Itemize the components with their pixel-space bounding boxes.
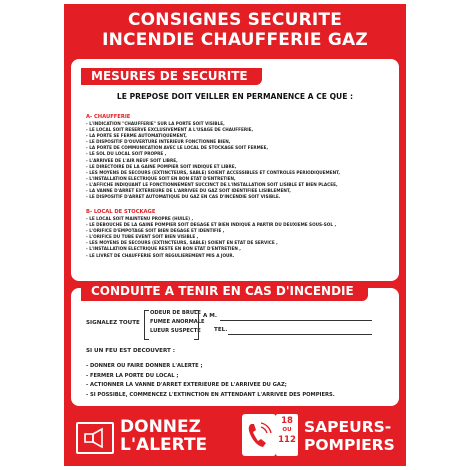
section-a-list xyxy=(86,121,396,200)
section-b-list xyxy=(86,216,396,259)
list-item: - LES MOYENS DE SECOURS (EXTINCTEURS, SABLE) SOIENT ACCESSIBLES ET CONTROLES PERIODIQUEMENT, xyxy=(86,169,340,175)
action-item: - FERMER LA PORTE DU LOCAL ; xyxy=(86,372,179,379)
emergency-number-18: 18 xyxy=(281,416,293,426)
signal-option: FUMEE ANORMALE xyxy=(150,319,205,325)
list-item: - LE DEBOUCHE DE LA GAINE POMPIER SOIT DEGAGE ET BIEN INDIQUE A PARTIR DU DEUXIEME SOUS-SOL , xyxy=(86,222,337,228)
sign-title xyxy=(64,10,406,50)
emergency-number-112: 112 xyxy=(278,435,296,445)
signal-option: LUEUR SUSPECTE xyxy=(150,328,201,334)
list-item: - LE DISPOSITIF D'OUVERTURE INTERIEUR FONCTIONNE BIEN, xyxy=(86,139,231,145)
alarm-siren-icon xyxy=(76,422,114,454)
list-item: - L'AFFICHE INDIQUANT LE FONCTIONNEMENT SUCCINCT DE L'INSTALLATION SOIT LISIBLE ET BIEN PLACEE, xyxy=(86,181,338,187)
list-item: - LA PORTE SE FERME AUTOMATIQUEMENT, xyxy=(86,133,187,139)
emergency-number-box xyxy=(276,414,298,456)
list-item: - LE DISPOSITIF D'ARRET AUTOMATIQUE DU GAZ EN CAS D'INCENDIE SOIT VISIBLE. xyxy=(86,194,281,200)
action-item: - DONNER OU FAIRE DONNER L'ALERTE ; xyxy=(86,363,203,369)
mesures-tab: MESURES DE SECURITE xyxy=(81,68,262,85)
title-line-2: INCENDIE CHAUFFERIE GAZ xyxy=(102,30,368,50)
list-item: - L'ORIFICE DU TUBE EVENT SOIT BIEN VISIBLE , xyxy=(86,234,199,240)
title-line-1: CONSIGNES SECURITE xyxy=(127,10,343,30)
list-item: - LE SOL DU LOCAL SOIT PROPRE , xyxy=(86,151,167,157)
sapeurs-pompiers-label xyxy=(304,418,395,454)
list-item: - LES MOYENS DE SECOURS (EXTINCTEURS, SABLE) SOIENT EN ETAT DE SERVICE , xyxy=(86,240,278,246)
conduite-tab: CONDUITE A TENIR EN CAS D'INCENDIE xyxy=(81,282,368,301)
signal-label: SIGNALEZ TOUTE xyxy=(86,320,140,326)
field-tel-label: TEL. xyxy=(214,327,228,333)
actions-list xyxy=(86,362,396,401)
pompiers-line-2: POMPIERS xyxy=(304,436,395,454)
mesures-intro: LE PREPOSE DOIT VEILLER EN PERMANENCE A CE QUE : xyxy=(116,92,354,101)
list-item: - L'INSTALLATION ELECTRIQUE RESTE EN BON ETAT D'ENTRETIEN , xyxy=(86,246,241,252)
field-tel-line xyxy=(228,334,372,335)
list-item: - LE LOCAL SOIT MAINTENU PROPRE (HUILE) , xyxy=(86,216,194,221)
list-item: - L'ARRIVEE DE L'AIR NEUF SOIT LIBRE, xyxy=(86,157,178,163)
list-item: - LE LOCAL SOIT RESERVE EXCLUSIVEMENT A L'USAGE DE CHAUFFERIE, xyxy=(86,127,254,133)
donnez-alerte-label xyxy=(120,418,207,454)
alert-line-1: DONNEZ xyxy=(120,417,201,437)
field-to-label: A M. xyxy=(203,313,217,319)
signal-option: ODEUR DE BRULE xyxy=(150,310,201,316)
list-item: - L'INDICATION "CHAUFFERIE" SUR LA PORTE SOIT VISIBLE, xyxy=(86,121,225,126)
list-item: - LE DIRECTOIRE DE LA GAINE POMPIER SOIT INDIQUE ET LIBRE, xyxy=(86,163,237,169)
section-b-heading: B- LOCAL DE STOCKAGE xyxy=(86,209,156,215)
emergency-or: OU xyxy=(282,427,292,433)
action-item: - SI POSSIBLE, COMMENCEZ L'EXTINCTION EN ATTENDANT L'ARRIVEE DES POMPIERS. xyxy=(86,392,335,399)
list-item: - L'ORIFICE D'EMPOTAGE SOIT BIEN DEGAGE ET IDENTIFIE , xyxy=(86,228,225,234)
list-item: - LE LIVRET DE CHAUFFERIE SOIT REGULIEREMENT MIS A JOUR. xyxy=(86,252,235,258)
list-item: - L'INSTALLATION ELECTRIQUE SOIT EN BON ETAT D'ENTRETIEN, xyxy=(86,175,236,181)
section-a-heading: A- CHAUFFERIE xyxy=(86,114,131,120)
action-item: - ACTIONNER LA VANNE D'ARRET EXTERIEURE DE L'ARRIVEE DU GAZ; xyxy=(86,382,287,389)
alert-line-2: L'ALERTE xyxy=(120,435,208,455)
signal-bracket-right xyxy=(194,310,199,340)
list-item: - LA VANNE D'ARRET EXTERIEURE DE L'ARRIVEE DU GAZ SOIT IDENTIFIEE LISIBLEMENT, xyxy=(86,188,291,194)
field-to-line xyxy=(220,320,372,321)
signal-bracket-left xyxy=(144,310,149,340)
pompiers-line-1: SAPEURS- xyxy=(304,418,392,436)
feu-label: SI UN FEU EST DECOUVERT : xyxy=(86,348,176,354)
list-item: - LA PORTE DE COMMUNICATION AVEC LE LOCAL DE STOCKAGE SOIT FERMEE, xyxy=(86,145,269,151)
